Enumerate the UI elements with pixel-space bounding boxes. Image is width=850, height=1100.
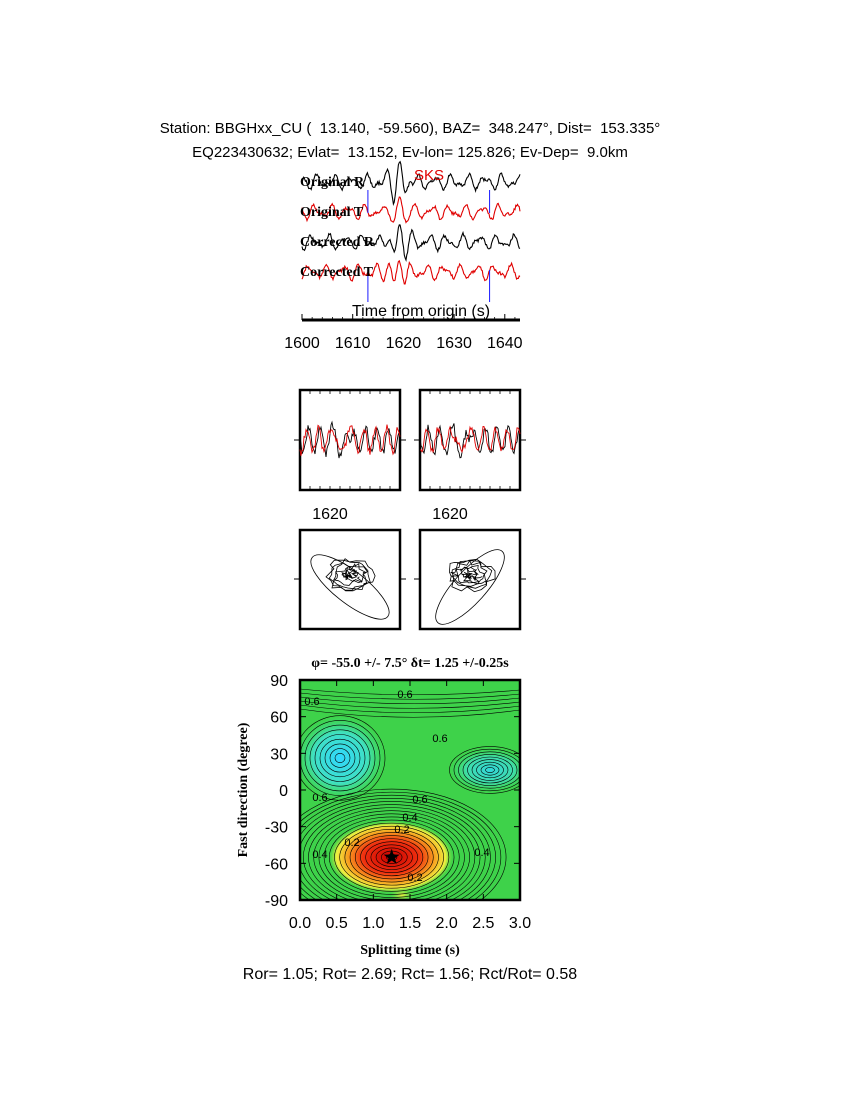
time-axis-label: Time from origin (s) — [352, 303, 491, 320]
contour-label-6: 0.2 — [394, 824, 410, 836]
time-tick-label-1620: 1620 — [385, 335, 422, 352]
map-ytick-label--60: -60 — [264, 856, 288, 874]
contour-label-9: 0.4 — [312, 849, 328, 861]
particle-motion-original — [294, 530, 406, 629]
waveform-tick-label-1: 1620 — [312, 506, 348, 523]
map-xtick-label-2.0: 2.0 — [435, 915, 458, 932]
particle-trace — [326, 559, 375, 591]
stats-line: Ror= 1.05; Rot= 2.69; Rct= 1.56; Rct/Rot= 0.58 — [242, 966, 578, 983]
map-ytick-label-0: 0 — [279, 783, 288, 800]
contour-label-8: 0.2 — [407, 872, 423, 884]
contour-label-5: 0.4 — [402, 812, 418, 824]
time-tick-label-1600: 1600 — [284, 335, 320, 352]
time-axis — [284, 314, 522, 352]
particle-motion-corrected — [414, 530, 526, 633]
particle-trace — [449, 559, 495, 591]
time-tick-label-1610: 1610 — [334, 335, 371, 352]
waveform-panel-corrected — [414, 390, 526, 490]
map-ylabel: Fast direction (degree) — [236, 722, 251, 858]
station-header: Station: BBGHxx_CU ( 13.140, -59.560), BAZ= 348.247°, Dist= 153.335° — [159, 120, 661, 137]
trace-label-original-r: Original R — [300, 175, 365, 190]
contour-label-0: 0.6 — [397, 689, 413, 701]
seismogram-labels — [300, 167, 490, 320]
map-ytick-label-30: 30 — [270, 746, 288, 764]
contour-label-2: 0.6 — [432, 733, 448, 745]
map-xtick-label-1.5: 1.5 — [398, 915, 422, 932]
trace-label-corrected-r: Corrected R — [300, 235, 374, 250]
map-xtick-label-3.0: 3.0 — [508, 915, 532, 932]
particle-ellipse — [302, 545, 397, 629]
contour-label-3: 0.6 — [312, 792, 328, 804]
contour-label-10: 0.4 — [474, 847, 490, 859]
contour-label-4: 0.6 — [412, 794, 428, 806]
waveform-tick-label-2: 1620 — [432, 506, 468, 523]
waveform-transverse — [420, 427, 520, 453]
contour-label-1: 0.6 — [304, 696, 320, 708]
map-title: φ= -55.0 +/- 7.5° δt= 1.25 +/-0.25s — [311, 656, 509, 671]
map-xtick-label-0.5: 0.5 — [325, 915, 348, 932]
trace-label-original-t: Original T — [300, 205, 364, 220]
map-ytick-label--30: -30 — [264, 819, 288, 837]
map-ytick-label-60: 60 — [270, 709, 288, 727]
trace-label-corrected-t: Corrected T — [300, 265, 373, 280]
time-tick-label-1630: 1630 — [436, 335, 472, 352]
time-tick-label-1640: 1640 — [486, 335, 523, 352]
map-xtick-label-2.5: 2.5 — [472, 915, 495, 932]
map-ytick-label-90: 90 — [270, 673, 288, 690]
phase-label: SKS — [414, 167, 445, 184]
map-xlabel: Splitting time (s) — [360, 943, 460, 958]
waveform-panel-original — [294, 390, 406, 490]
map-xtick-label-0.0: 0.0 — [288, 915, 312, 932]
contour-label-7: 0.2 — [344, 837, 360, 849]
map-ytick-label--90: -90 — [264, 893, 288, 910]
map-xtick-label-1.0: 1.0 — [362, 915, 385, 932]
event-header: EQ223430632; Evlat= 13.152, Ev-lon= 125.826; Ev-Dep= 9.0km — [192, 144, 628, 161]
